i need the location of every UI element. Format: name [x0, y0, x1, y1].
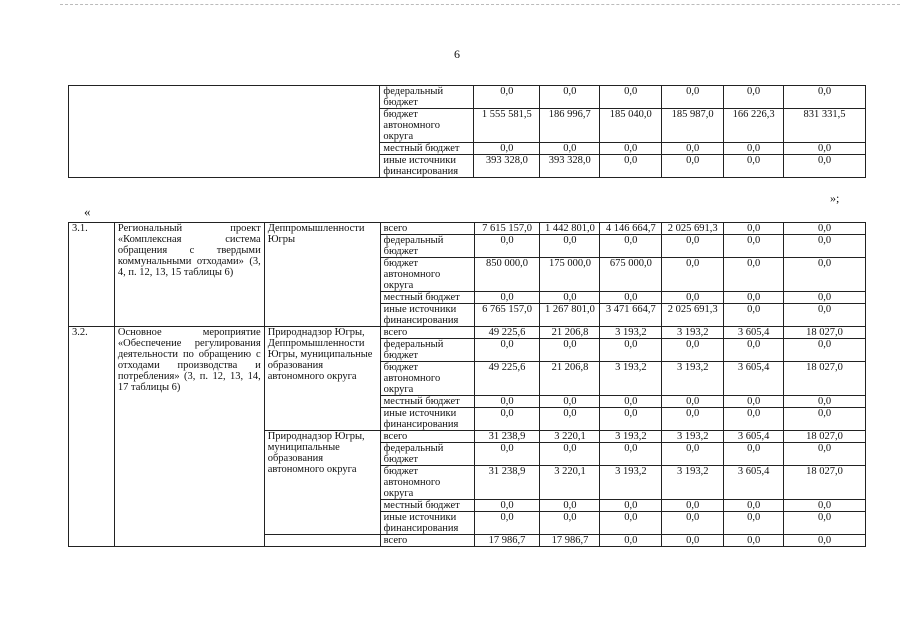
amount-cell: 0,0	[600, 143, 662, 155]
funding-source-cell: бюджет автономного округа	[380, 362, 474, 396]
amount-cell: 185 040,0	[600, 109, 662, 143]
amount-cell: 0,0	[540, 292, 600, 304]
amount-cell: 0,0	[474, 512, 540, 535]
amount-cell: 0,0	[540, 339, 600, 362]
amount-cell: 0,0	[662, 292, 724, 304]
amount-cell: 0,0	[662, 235, 724, 258]
top-table	[68, 85, 866, 178]
amount-cell: 0,0	[540, 443, 600, 466]
amount-cell: 0,0	[474, 443, 540, 466]
funding-source-cell: всего	[380, 431, 474, 443]
amount-cell: 3 605,4	[724, 431, 784, 443]
amount-cell: 0,0	[474, 396, 540, 408]
amount-cell: 1 442 801,0	[540, 223, 600, 235]
amount-cell: 49 225,6	[474, 327, 540, 339]
amount-cell: 185 987,0	[662, 109, 724, 143]
amount-cell: 0,0	[784, 292, 866, 304]
amount-cell: 3 193,2	[662, 327, 724, 339]
amount-cell: 0,0	[600, 86, 662, 109]
funding-source-cell: местный бюджет	[380, 292, 474, 304]
funding-source-cell: иные источники финансирования	[380, 512, 474, 535]
amount-cell: 0,0	[474, 339, 540, 362]
amount-cell: 0,0	[474, 235, 540, 258]
amount-cell: 0,0	[784, 155, 866, 178]
amount-cell: 21 206,8	[540, 327, 600, 339]
funding-source-cell: бюджет автономного округа	[380, 258, 474, 292]
amount-cell: 0,0	[600, 155, 662, 178]
amount-cell: 0,0	[540, 396, 600, 408]
amount-cell: 7 615 157,0	[474, 223, 540, 235]
amount-cell: 1 555 581,5	[474, 109, 540, 143]
amount-cell: 0,0	[474, 408, 540, 431]
amount-cell: 0,0	[540, 408, 600, 431]
amount-cell: 3 220,1	[540, 466, 600, 500]
amount-cell: 0,0	[540, 500, 600, 512]
amount-cell: 0,0	[784, 223, 866, 235]
executor-cell: Деппромышленности Югры	[264, 223, 380, 327]
amount-cell: 0,0	[662, 155, 724, 178]
amount-cell: 3 193,2	[600, 466, 662, 500]
amount-cell: 0,0	[540, 143, 600, 155]
amount-cell: 0,0	[784, 500, 866, 512]
amount-cell: 18 027,0	[784, 327, 866, 339]
amount-cell: 166 226,3	[724, 109, 784, 143]
amount-cell: 3 605,4	[724, 362, 784, 396]
amount-cell: 0,0	[662, 143, 724, 155]
amount-cell: 0,0	[724, 304, 784, 327]
amount-cell: 0,0	[600, 512, 662, 535]
amount-cell: 0,0	[784, 408, 866, 431]
amount-cell: 1 267 801,0	[540, 304, 600, 327]
amount-cell: 31 238,9	[474, 466, 540, 500]
amount-cell: 0,0	[600, 443, 662, 466]
funding-source-cell: бюджет автономного округа	[380, 109, 474, 143]
amount-cell: 17 986,7	[540, 535, 600, 547]
amount-cell: 0,0	[662, 408, 724, 431]
amount-cell: 0,0	[724, 408, 784, 431]
amount-cell: 0,0	[662, 443, 724, 466]
amount-cell: 0,0	[784, 339, 866, 362]
amount-cell: 831 331,5	[784, 109, 866, 143]
table-row	[69, 86, 866, 109]
item-number-cell: 3.1.	[69, 223, 115, 327]
amount-cell: 0,0	[724, 143, 784, 155]
funding-source-cell: федеральный бюджет	[380, 443, 474, 466]
amount-cell: 0,0	[724, 235, 784, 258]
measure-name-cell: Региональный проект «Комплексная система обращения с твердыми коммунальными отходами» (3, 4, п. 12, 13, 15 таблицы 6)	[114, 223, 264, 327]
executor-cell	[264, 535, 380, 547]
funding-source-cell: иные источники финансирования	[380, 408, 474, 431]
amount-cell: 850 000,0	[474, 258, 540, 292]
amount-cell: 0,0	[784, 304, 866, 327]
amount-cell: 3 605,4	[724, 327, 784, 339]
amount-cell: 3 193,2	[662, 362, 724, 396]
page-number: 6	[454, 47, 460, 61]
amount-cell: 0,0	[662, 86, 724, 109]
funding-source-cell: бюджет автономного округа	[380, 466, 474, 500]
amount-cell: 0,0	[600, 292, 662, 304]
amount-cell: 3 605,4	[724, 466, 784, 500]
amount-cell: 17 986,7	[474, 535, 540, 547]
amount-cell: 0,0	[724, 443, 784, 466]
amount-cell: 0,0	[784, 258, 866, 292]
amount-cell: 186 996,7	[540, 109, 600, 143]
amount-cell: 0,0	[724, 339, 784, 362]
amount-cell: 393 328,0	[474, 155, 540, 178]
funding-source-cell: всего	[380, 535, 474, 547]
amount-cell: 18 027,0	[784, 362, 866, 396]
amount-cell: 18 027,0	[784, 431, 866, 443]
amount-cell: 4 146 664,7	[600, 223, 662, 235]
amount-cell: 0,0	[474, 143, 540, 155]
funding-source-cell: федеральный бюджет	[380, 86, 474, 109]
amount-cell: 3 193,2	[600, 431, 662, 443]
amount-cell: 0,0	[600, 408, 662, 431]
funding-source-cell: всего	[380, 327, 474, 339]
closing-quote: »;	[830, 191, 840, 205]
amount-cell: 0,0	[724, 535, 784, 547]
amount-cell: 0,0	[724, 155, 784, 178]
funding-source-cell: всего	[380, 223, 474, 235]
amount-cell: 3 193,2	[662, 466, 724, 500]
blank-cell	[69, 86, 380, 178]
amount-cell: 0,0	[662, 535, 724, 547]
amount-cell: 0,0	[662, 500, 724, 512]
opening-quote: «	[84, 204, 91, 219]
amount-cell: 0,0	[662, 512, 724, 535]
amount-cell: 3 220,1	[540, 431, 600, 443]
executor-cell: Природнадзор Югры, муниципальные образования автономного округа	[264, 431, 380, 535]
table-row	[69, 327, 866, 339]
amount-cell: 0,0	[600, 339, 662, 362]
amount-cell: 3 193,2	[600, 327, 662, 339]
amount-cell: 0,0	[474, 292, 540, 304]
amount-cell: 18 027,0	[784, 466, 866, 500]
amount-cell: 21 206,8	[540, 362, 600, 396]
amount-cell: 31 238,9	[474, 431, 540, 443]
amount-cell: 0,0	[600, 396, 662, 408]
amount-cell: 3 193,2	[662, 431, 724, 443]
amount-cell: 0,0	[724, 223, 784, 235]
amount-cell: 0,0	[784, 86, 866, 109]
amount-cell: 6 765 157,0	[474, 304, 540, 327]
amount-cell: 0,0	[784, 443, 866, 466]
amount-cell: 0,0	[540, 235, 600, 258]
amount-cell: 0,0	[662, 396, 724, 408]
amount-cell: 0,0	[600, 500, 662, 512]
amount-cell: 2 025 691,3	[662, 223, 724, 235]
amount-cell: 0,0	[724, 258, 784, 292]
measure-name-cell: Основное мероприятие «Обеспечение регулирования деятельности по обращению с отходами производства и потребления» (3, п. 12, 13, 14, 17 таблицы 6)	[114, 327, 264, 547]
scan-edge-line	[60, 4, 900, 5]
funding-source-cell: местный бюджет	[380, 396, 474, 408]
amount-cell: 175 000,0	[540, 258, 600, 292]
amount-cell: 0,0	[662, 339, 724, 362]
amount-cell: 0,0	[600, 535, 662, 547]
executor-cell: Природнадзор Югры, Деппромышленности Югры, муниципальные образования автономного округа	[264, 327, 380, 431]
amount-cell: 0,0	[784, 235, 866, 258]
amount-cell: 0,0	[724, 86, 784, 109]
funding-source-cell: федеральный бюджет	[380, 339, 474, 362]
funding-source-cell: местный бюджет	[380, 500, 474, 512]
amount-cell: 0,0	[474, 86, 540, 109]
amount-cell: 675 000,0	[600, 258, 662, 292]
amount-cell: 393 328,0	[540, 155, 600, 178]
amount-cell: 3 471 664,7	[600, 304, 662, 327]
amount-cell: 0,0	[540, 86, 600, 109]
amount-cell: 0,0	[784, 535, 866, 547]
amount-cell: 0,0	[600, 235, 662, 258]
funding-source-cell: иные источники финансирования	[380, 304, 474, 327]
amount-cell: 0,0	[724, 512, 784, 535]
amount-cell: 2 025 691,3	[662, 304, 724, 327]
amount-cell: 0,0	[474, 500, 540, 512]
amount-cell: 0,0	[724, 500, 784, 512]
main-table	[68, 222, 866, 547]
amount-cell: 0,0	[724, 396, 784, 408]
item-number-cell: 3.2.	[69, 327, 115, 547]
amount-cell: 0,0	[784, 396, 866, 408]
funding-source-cell: местный бюджет	[380, 143, 474, 155]
amount-cell: 0,0	[784, 143, 866, 155]
amount-cell: 0,0	[662, 258, 724, 292]
amount-cell: 0,0	[540, 512, 600, 535]
funding-source-cell: иные источники финансирования	[380, 155, 474, 178]
amount-cell: 49 225,6	[474, 362, 540, 396]
amount-cell: 0,0	[724, 292, 784, 304]
funding-source-cell: федеральный бюджет	[380, 235, 474, 258]
table-row	[69, 223, 866, 235]
amount-cell: 3 193,2	[600, 362, 662, 396]
amount-cell: 0,0	[784, 512, 866, 535]
